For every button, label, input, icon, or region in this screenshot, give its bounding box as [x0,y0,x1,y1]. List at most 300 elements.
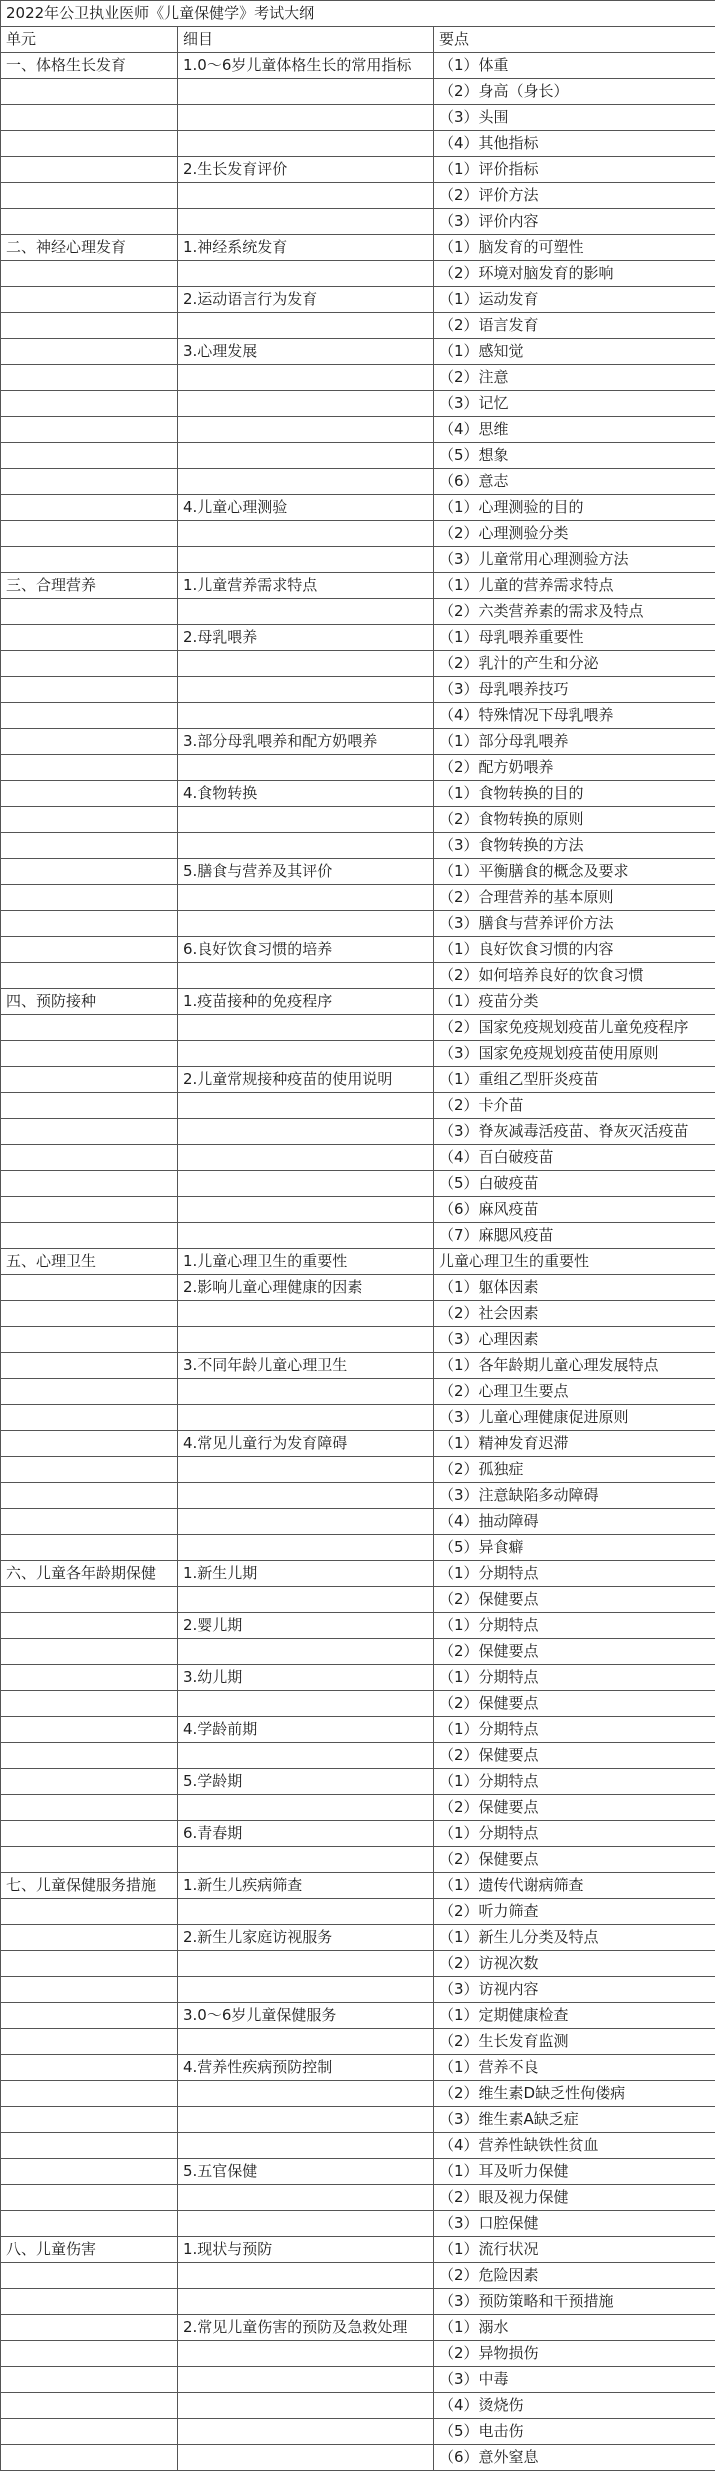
table-row [1,1275,715,1301]
point-cell: （3）评价内容 [434,209,715,235]
point-cell: （5）异食癖 [434,1535,715,1561]
unit-cell [1,209,178,235]
detail-cell [178,1795,434,1821]
table-row [1,937,715,963]
unit-cell [1,443,178,469]
detail-cell [178,755,434,781]
point-cell: （3）母乳喂养技巧 [434,677,715,703]
point-cell: （6）意外窒息 [434,2445,715,2471]
table-row [1,1197,715,1223]
point-cell: （3）维生素A缺乏症 [434,2107,715,2133]
detail-cell [178,885,434,911]
table-row [1,651,715,677]
point-cell: （4）百白破疫苗 [434,1145,715,1171]
unit-cell [1,1613,178,1639]
unit-cell [1,911,178,937]
unit-cell [1,1587,178,1613]
detail-cell [178,2263,434,2289]
detail-cell [178,1483,434,1509]
detail-cell [178,599,434,625]
detail-cell [178,1041,434,1067]
detail-cell [178,1535,434,1561]
point-cell: （1）良好饮食习惯的内容 [434,937,715,963]
table-row [1,495,715,521]
detail-cell [178,1509,434,1535]
table-row [1,1431,715,1457]
unit-cell [1,833,178,859]
point-cell: （3）访视内容 [434,1977,715,2003]
unit-cell [1,2003,178,2029]
detail-cell [178,1587,434,1613]
point-cell: （5）电击伤 [434,2419,715,2445]
unit-cell [1,2445,178,2471]
point-cell: （2）生长发育监测 [434,2029,715,2055]
unit-cell [1,261,178,287]
detail-cell: 3.部分母乳喂养和配方奶喂养 [178,729,434,755]
detail-cell [178,391,434,417]
point-cell: （3）膳食与营养评价方法 [434,911,715,937]
table-row [1,2237,715,2263]
unit-cell [1,313,178,339]
unit-cell [1,1665,178,1691]
point-cell: （2）危险因素 [434,2263,715,2289]
point-cell: （1）运动发育 [434,287,715,313]
table-row [1,1067,715,1093]
point-cell: （2）心理卫生要点 [434,1379,715,1405]
unit-cell [1,2081,178,2107]
table-row [1,1041,715,1067]
unit-cell [1,469,178,495]
point-cell: （2）保健要点 [434,1691,715,1717]
unit-cell [1,1535,178,1561]
detail-cell [178,1015,434,1041]
table-row [1,2341,715,2367]
detail-cell [178,2289,434,2315]
point-cell: （1）分期特点 [434,1717,715,1743]
table-row [1,2289,715,2315]
unit-cell [1,157,178,183]
detail-cell [178,105,434,131]
table-row [1,1639,715,1665]
table-row [1,2003,715,2029]
point-cell: （2）食物转换的原则 [434,807,715,833]
point-cell: （3）中毒 [434,2367,715,2393]
table-row [1,1665,715,1691]
detail-cell: 1.新生儿疾病筛查 [178,1873,434,1899]
point-cell: （2）访视次数 [434,1951,715,1977]
detail-cell [178,911,434,937]
detail-cell [178,1093,434,1119]
point-cell: （3）国家免疫规划疫苗使用原则 [434,1041,715,1067]
detail-cell: 2.新生儿家庭访视服务 [178,1925,434,1951]
table-row [1,2081,715,2107]
unit-cell [1,2393,178,2419]
unit-cell: 二、神经心理发育 [1,235,178,261]
table-row [1,2029,715,2055]
table-row [1,2445,715,2471]
table-row [1,573,715,599]
detail-cell: 1.儿童营养需求特点 [178,573,434,599]
point-cell: （2）保健要点 [434,1639,715,1665]
table-row [1,1899,715,1925]
detail-cell [178,2029,434,2055]
unit-cell [1,1821,178,1847]
header-row [1,27,715,53]
table-row [1,261,715,287]
detail-cell [178,703,434,729]
point-cell: （3）预防策略和干预措施 [434,2289,715,2315]
point-cell: 儿童心理卫生的重要性 [434,1249,715,1275]
table-row [1,1249,715,1275]
table-row [1,911,715,937]
detail-cell [178,2367,434,2393]
point-cell: （4）其他指标 [434,131,715,157]
detail-cell [178,261,434,287]
detail-cell [178,2133,434,2159]
detail-cell [178,2185,434,2211]
point-cell: （5）想象 [434,443,715,469]
table-row [1,1483,715,1509]
unit-cell [1,781,178,807]
table-row [1,105,715,131]
unit-cell [1,885,178,911]
table-row [1,157,715,183]
table-row [1,1405,715,1431]
point-cell: （1）母乳喂养重要性 [434,625,715,651]
unit-cell [1,703,178,729]
point-cell: （2）社会因素 [434,1301,715,1327]
unit-cell [1,651,178,677]
table-row [1,1795,715,1821]
point-cell: （6）意志 [434,469,715,495]
point-cell: （2）保健要点 [434,1743,715,1769]
table-row [1,469,715,495]
detail-cell [178,79,434,105]
table-row [1,755,715,781]
table-row [1,807,715,833]
point-cell: （2）身高（身长） [434,79,715,105]
point-cell: （2）国家免疫规划疫苗儿童免疫程序 [434,1015,715,1041]
table-title: 2022年公卫执业医师《儿童保健学》考试大纲 [1,1,715,27]
detail-cell: 2.影响儿童心理健康的因素 [178,1275,434,1301]
table-row [1,1301,715,1327]
table-row [1,2263,715,2289]
header-point: 要点 [434,27,715,53]
point-cell: （6）麻风疫苗 [434,1197,715,1223]
point-cell: （1）各年龄期儿童心理发展特点 [434,1353,715,1379]
table-row [1,885,715,911]
table-row [1,2159,715,2185]
point-cell: （2）注意 [434,365,715,391]
table-row [1,365,715,391]
unit-cell [1,1275,178,1301]
unit-cell [1,1067,178,1093]
table-row [1,2211,715,2237]
table-row [1,1223,715,1249]
point-cell: （1）定期健康检查 [434,2003,715,2029]
unit-cell [1,1379,178,1405]
unit-cell [1,1951,178,1977]
unit-cell [1,2211,178,2237]
table-row [1,209,715,235]
point-cell: （1）分期特点 [434,1665,715,1691]
table-row [1,2107,715,2133]
point-cell: （4）特殊情况下母乳喂养 [434,703,715,729]
unit-cell: 六、儿童各年龄期保健 [1,1561,178,1587]
detail-cell: 4.学龄前期 [178,1717,434,1743]
detail-cell [178,2419,434,2445]
detail-cell: 1.儿童心理卫生的重要性 [178,1249,434,1275]
unit-cell [1,729,178,755]
table-row [1,547,715,573]
detail-cell [178,1379,434,1405]
unit-cell [1,1769,178,1795]
detail-cell [178,2211,434,2237]
detail-cell [178,963,434,989]
table-row [1,417,715,443]
detail-cell: 6.青春期 [178,1821,434,1847]
point-cell: （2）听力筛查 [434,1899,715,1925]
detail-cell: 2.婴儿期 [178,1613,434,1639]
point-cell: （3）食物转换的方法 [434,833,715,859]
detail-cell: 1.0～6岁儿童体格生长的常用指标 [178,53,434,79]
point-cell: （3）儿童心理健康促进原则 [434,1405,715,1431]
table-row [1,781,715,807]
detail-cell: 5.膳食与营养及其评价 [178,859,434,885]
unit-cell [1,1717,178,1743]
detail-cell [178,1223,434,1249]
detail-cell: 4.食物转换 [178,781,434,807]
detail-cell [178,2393,434,2419]
point-cell: （3）口腔保健 [434,2211,715,2237]
point-cell: （1）平衡膳食的概念及要求 [434,859,715,885]
point-cell: （3）心理因素 [434,1327,715,1353]
detail-cell [178,1951,434,1977]
table-row [1,1821,715,1847]
table-row [1,1509,715,1535]
table-row [1,1587,715,1613]
unit-cell [1,521,178,547]
point-cell: （1）溺水 [434,2315,715,2341]
point-cell: （1）分期特点 [434,1613,715,1639]
unit-cell [1,2133,178,2159]
point-cell: （2）乳汁的产生和分泌 [434,651,715,677]
table-row [1,677,715,703]
point-cell: （1）体重 [434,53,715,79]
point-cell: （4）抽动障碍 [434,1509,715,1535]
table-row [1,2393,715,2419]
point-cell: （4）烫烧伤 [434,2393,715,2419]
unit-cell [1,2367,178,2393]
unit-cell [1,677,178,703]
point-cell: （2）如何培养良好的饮食习惯 [434,963,715,989]
unit-cell [1,1197,178,1223]
detail-cell [178,1457,434,1483]
detail-cell: 5.五官保健 [178,2159,434,2185]
detail-cell: 4.儿童心理测验 [178,495,434,521]
detail-cell [178,313,434,339]
unit-cell [1,2029,178,2055]
point-cell: （2）环境对脑发育的影响 [434,261,715,287]
detail-cell: 1.神经系统发育 [178,235,434,261]
detail-cell: 2.运动语言行为发育 [178,287,434,313]
detail-cell [178,1977,434,2003]
detail-cell [178,1405,434,1431]
detail-cell: 1.新生儿期 [178,1561,434,1587]
table-row [1,729,715,755]
point-cell: （3）脊灰减毒活疫苗、脊灰灭活疫苗 [434,1119,715,1145]
table-row [1,1379,715,1405]
header-detail: 细目 [178,27,434,53]
table-row [1,1561,715,1587]
unit-cell [1,625,178,651]
unit-cell: 四、预防接种 [1,989,178,1015]
unit-cell [1,963,178,989]
unit-cell [1,1041,178,1067]
point-cell: （2）维生素D缺乏性佝偻病 [434,2081,715,2107]
detail-cell [178,1171,434,1197]
unit-cell [1,599,178,625]
point-cell: （1）评价指标 [434,157,715,183]
unit-cell [1,2419,178,2445]
detail-cell [178,547,434,573]
table-row [1,53,715,79]
unit-cell [1,365,178,391]
detail-cell [178,2341,434,2367]
unit-cell [1,859,178,885]
point-cell: （3）注意缺陷多动障碍 [434,1483,715,1509]
table-row [1,1769,715,1795]
unit-cell [1,391,178,417]
detail-cell [178,1847,434,1873]
unit-cell [1,79,178,105]
unit-cell [1,755,178,781]
table-row [1,79,715,105]
point-cell: （1）疫苗分类 [434,989,715,1015]
title-row [1,1,715,27]
header-unit: 单元 [1,27,178,53]
unit-cell [1,2341,178,2367]
detail-cell: 2.常见儿童伤害的预防及急救处理 [178,2315,434,2341]
unit-cell [1,2159,178,2185]
point-cell: （2）语言发育 [434,313,715,339]
table-row [1,963,715,989]
point-cell: （1）儿童的营养需求特点 [434,573,715,599]
table-row [1,2419,715,2445]
unit-cell [1,1509,178,1535]
unit-cell [1,547,178,573]
detail-cell: 4.常见儿童行为发育障碍 [178,1431,434,1457]
unit-cell [1,1743,178,1769]
table-row [1,1015,715,1041]
unit-cell: 五、心理卫生 [1,1249,178,1275]
detail-cell [178,365,434,391]
unit-cell [1,1925,178,1951]
point-cell: （1）耳及听力保健 [434,2159,715,2185]
point-cell: （1）心理测验的目的 [434,495,715,521]
unit-cell [1,1327,178,1353]
unit-cell [1,1977,178,2003]
table-row [1,1457,715,1483]
point-cell: （2）保健要点 [434,1847,715,1873]
point-cell: （3）记忆 [434,391,715,417]
table-row [1,2133,715,2159]
unit-cell [1,1457,178,1483]
unit-cell [1,495,178,521]
unit-cell [1,2185,178,2211]
detail-cell [178,2081,434,2107]
detail-cell: 3.心理发展 [178,339,434,365]
detail-cell: 3.不同年龄儿童心理卫生 [178,1353,434,1379]
unit-cell [1,1691,178,1717]
detail-cell: 2.母乳喂养 [178,625,434,651]
point-cell: （1）精神发育迟滞 [434,1431,715,1457]
unit-cell [1,417,178,443]
unit-cell [1,1899,178,1925]
point-cell: （4）思维 [434,417,715,443]
point-cell: （1）部分母乳喂养 [434,729,715,755]
table-row [1,1691,715,1717]
point-cell: （2）评价方法 [434,183,715,209]
unit-cell [1,131,178,157]
unit-cell [1,339,178,365]
detail-cell [178,417,434,443]
detail-cell [178,131,434,157]
table-row [1,1145,715,1171]
point-cell: （2）保健要点 [434,1795,715,1821]
unit-cell [1,105,178,131]
detail-cell: 6.良好饮食习惯的培养 [178,937,434,963]
detail-cell [178,1197,434,1223]
table-row [1,1119,715,1145]
unit-cell [1,2315,178,2341]
point-cell: （1）躯体因素 [434,1275,715,1301]
unit-cell [1,1015,178,1041]
detail-cell [178,807,434,833]
unit-cell [1,2055,178,2081]
detail-cell [178,1327,434,1353]
detail-cell: 5.学龄期 [178,1769,434,1795]
detail-cell: 4.营养性疾病预防控制 [178,2055,434,2081]
unit-cell [1,1093,178,1119]
detail-cell: 2.生长发育评价 [178,157,434,183]
unit-cell: 一、体格生长发育 [1,53,178,79]
table-row [1,235,715,261]
point-cell: （2）六类营养素的需求及特点 [434,599,715,625]
point-cell: （2）配方奶喂养 [434,755,715,781]
table-row [1,1925,715,1951]
point-cell: （1）分期特点 [434,1769,715,1795]
table-row [1,1353,715,1379]
detail-cell [178,1691,434,1717]
table-row [1,313,715,339]
table-row [1,989,715,1015]
point-cell: （1）感知觉 [434,339,715,365]
table-row [1,1847,715,1873]
unit-cell [1,183,178,209]
detail-cell [178,1639,434,1665]
unit-cell [1,1119,178,1145]
table-row [1,1171,715,1197]
detail-cell [178,521,434,547]
point-cell: （5）白破疫苗 [434,1171,715,1197]
point-cell: （1）流行状况 [434,2237,715,2263]
detail-cell: 2.儿童常规接种疫苗的使用说明 [178,1067,434,1093]
point-cell: （1）遗传代谢病筛查 [434,1873,715,1899]
point-cell: （1）营养不良 [434,2055,715,2081]
table-row [1,1093,715,1119]
table-row [1,1743,715,1769]
